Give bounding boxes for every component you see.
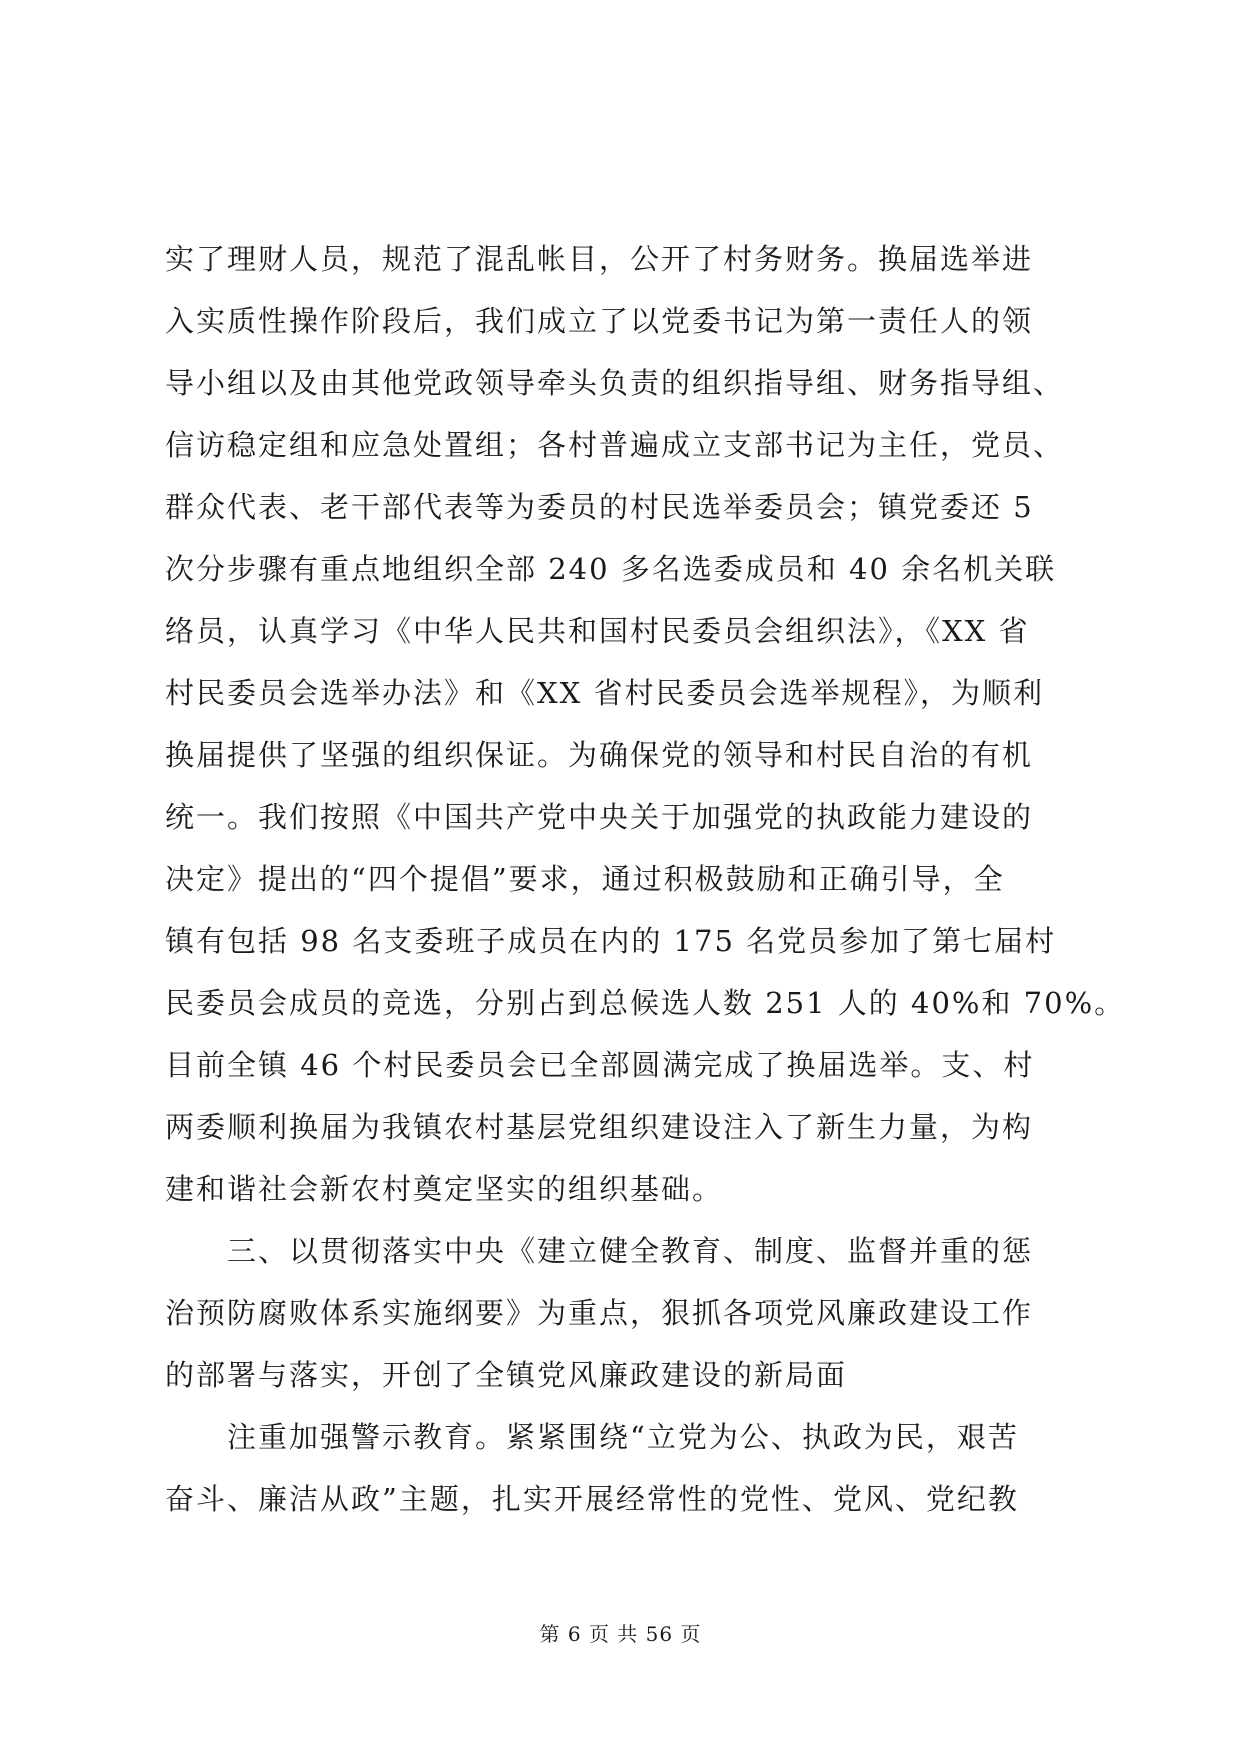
text-line: 入实质性操作阶段后，我们成立了以党委书记为第一责任人的领 — [165, 304, 1034, 338]
document-body — [165, 228, 1126, 1530]
text-line: 群众代表、老干部代表等为委员的村民选举委员会；镇党委还 5 — [165, 490, 1034, 524]
text-line: 决定》提出的“四个提倡”要求，通过积极鼓励和正确引导，全 — [165, 862, 1005, 896]
text-line: 注重加强警示教育。紧紧围绕“立党为公、执政为民，艰苦 — [165, 1420, 1019, 1454]
text-line: 建和谐社会新农村奠定坚实的组织基础。 — [165, 1172, 724, 1206]
text-line: 统一。我们按照《中国共产党中央关于加强党的执政能力建设的 — [165, 800, 1034, 834]
section-heading-line: 三、以贯彻落实中央《建立健全教育、制度、监督并重的惩 — [165, 1234, 1034, 1268]
text-line: 导小组以及由其他党政领导牵头负责的组织指导组、财务指导组、 — [165, 366, 1065, 400]
section-heading-line: 治预防腐败体系实施纲要》为重点，狠抓各项党风廉政建设工作 — [165, 1296, 1034, 1330]
text-line: 村民委员会选举办法》和《XX 省村民委员会选举规程》，为顺利 — [165, 676, 1045, 710]
text-line: 民委员会成员的竞选，分别占到总候选人数 251 人的 40%和 70%。 — [165, 986, 1126, 1020]
section-heading-line: 的部署与落实，开创了全镇党风廉政建设的新局面 — [165, 1358, 848, 1392]
text-line: 奋斗、廉洁从政”主题，扎实开展经常性的党性、党风、党纪教 — [165, 1482, 1019, 1516]
text-line: 实了理财人员，规范了混乱帐目，公开了村务财务。换届选举进 — [165, 242, 1034, 276]
text-line: 两委顺利换届为我镇农村基层党组织建设注入了新生力量，为构 — [165, 1110, 1034, 1144]
text-line: 镇有包括 98 名支委班子成员在内的 175 名党员参加了第七届村 — [165, 924, 1057, 958]
text-line: 次分步骤有重点地组织全部 240 多名选委成员和 40 余名机关联 — [165, 552, 1057, 586]
text-line: 换届提供了坚强的组织保证。为确保党的领导和村民自治的有机 — [165, 738, 1034, 772]
text-line: 信访稳定组和应急处置组；各村普遍成立支部书记为主任，党员、 — [165, 428, 1065, 462]
text-line: 络员，认真学习《中华人民共和国村民委员会组织法》，《XX 省 — [165, 614, 1030, 648]
page-number-footer: 第 6 页 共 56 页 — [539, 1622, 702, 1646]
text-line: 目前全镇 46 个村民委员会已全部圆满完成了换届选举。支、村 — [165, 1048, 1035, 1082]
